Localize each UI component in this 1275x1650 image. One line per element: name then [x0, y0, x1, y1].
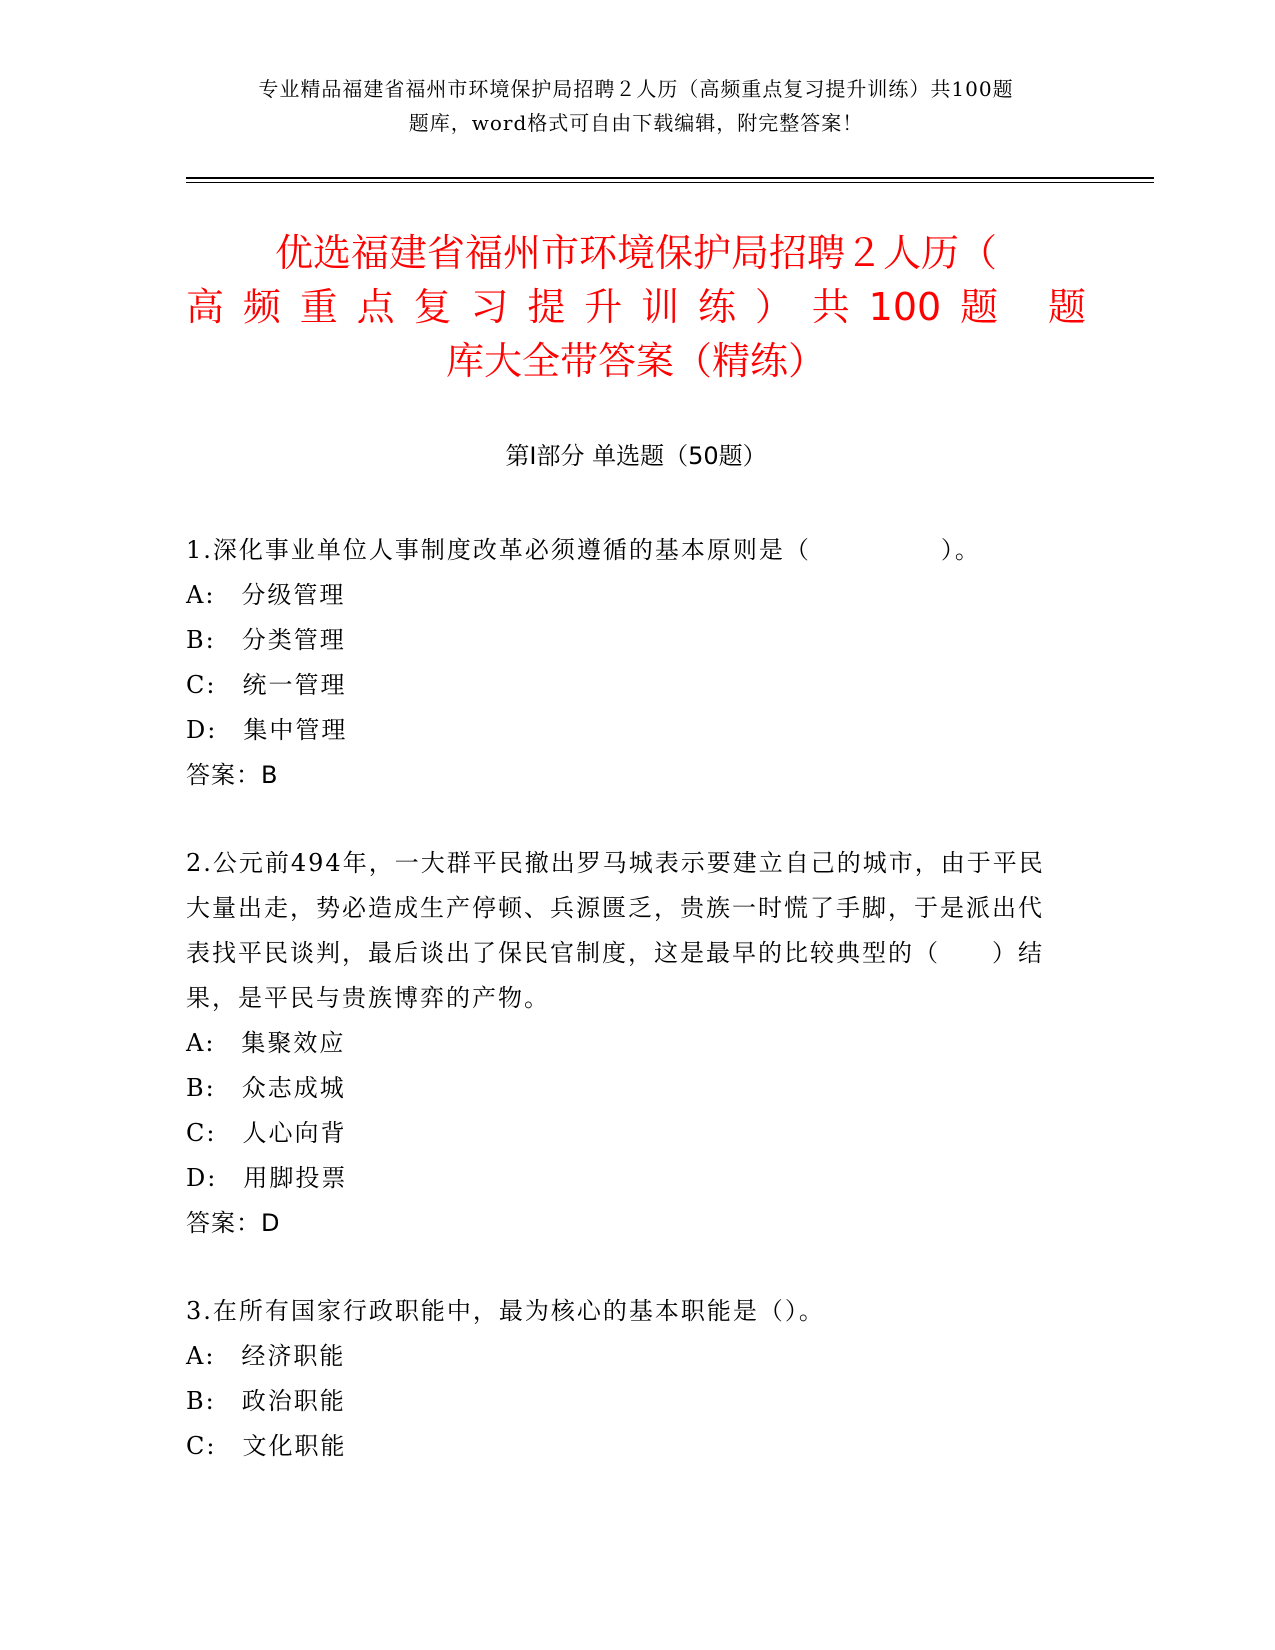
- title-line-2-left: 高频重点复习提升训练）共100题: [186, 285, 1017, 329]
- question-stem: 1.深化事业单位人事制度改革必须遵循的基本原则是（ ）。: [186, 536, 981, 564]
- question-2: [186, 841, 1066, 1246]
- option-d: D: 集中管理: [186, 716, 348, 744]
- option-a: A: 经济职能: [186, 1342, 346, 1370]
- option-c: C: 统一管理: [186, 671, 347, 699]
- option-d: D: 用脚投票: [186, 1164, 348, 1192]
- question-list: [186, 528, 1066, 1512]
- title-line-2-right: 题: [1047, 285, 1086, 329]
- answer-line: 答案：B: [186, 761, 279, 789]
- option-c: C: 人心向背: [186, 1119, 347, 1147]
- section-heading: 第Ⅰ部分 单选题（50题）: [505, 442, 767, 470]
- header-line-1: 专业精品福建省福州市环境保护局招聘２人历（高频重点复习提升训练）共100题: [258, 77, 1014, 101]
- option-a: A: 集聚效应: [186, 1029, 346, 1057]
- document-title: [186, 226, 1086, 388]
- title-line-3: 库大全带答案（精练）: [445, 339, 826, 383]
- option-a: A: 分级管理: [186, 581, 346, 609]
- question-3: [186, 1289, 1066, 1469]
- answer-line: 答案：D: [186, 1209, 281, 1237]
- option-b: B: 众志成城: [186, 1074, 346, 1102]
- header-rule-thick: [186, 177, 1154, 179]
- question-stem: 3.在所有国家行政职能中，最为核心的基本职能是（）。: [186, 1297, 825, 1325]
- question-1: [186, 528, 1066, 798]
- option-c: C: 文化职能: [186, 1432, 347, 1460]
- option-b: B: 政治职能: [186, 1387, 346, 1415]
- option-b: B: 分类管理: [186, 626, 346, 654]
- title-line-2: [186, 280, 1086, 334]
- running-header: [186, 72, 1086, 140]
- header-rule-thin: [186, 182, 1154, 183]
- title-line-1: 优选福建省福州市环境保护局招聘２人历（: [274, 231, 997, 275]
- question-stem: 2.公元前494年，一大群平民撤出罗马城表示要建立自己的城市，由于平民大量出走，势必造成生产停顿、兵源匮乏，贵族一时慌了手脚，于是派出代表找平民谈判，最后谈出了保民官制度，这是最早的比较典型的（ ）结果，是平民与贵族博弈的产物。: [186, 849, 1045, 1012]
- header-line-2: 题库，word格式可自由下载编辑，附完整答案！: [408, 111, 864, 135]
